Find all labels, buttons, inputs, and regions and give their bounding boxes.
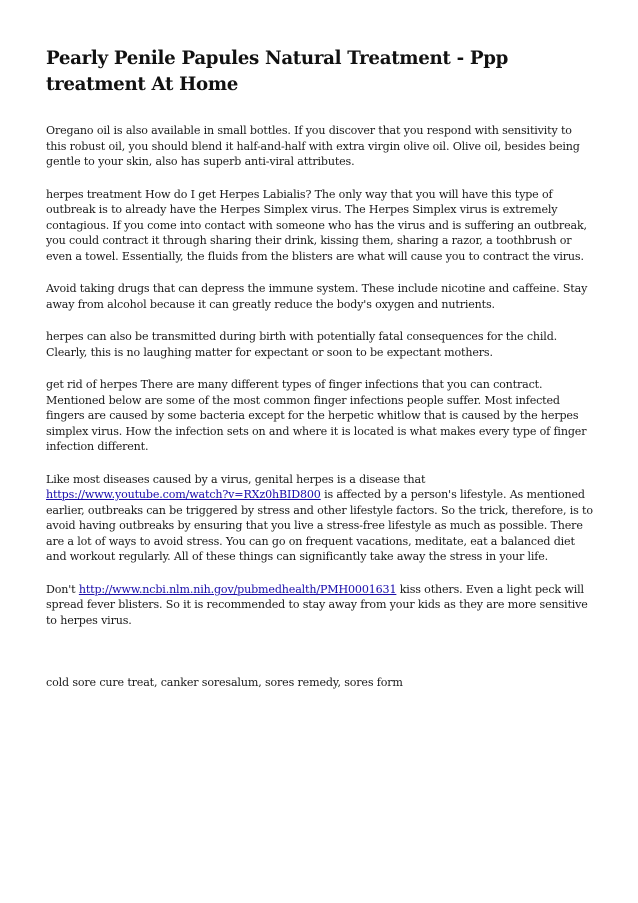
paragraph-oregano-oil: Oregano oil is also available in small bottles. If you discover that you respond with sensitivity to this robust oil, you should blend it half-and-half with extra virgin olive oil. Olive oil, besides being gentle to your skin, also has superb anti-viral attributes. <box>46 124 580 168</box>
document-page <box>46 46 594 691</box>
paragraph-herpes-labialis: herpes treatment How do I get Herpes Labialis? The only way that you will have this type of outbreak is to already have the Herpes Simplex virus. The Herpes Simplex virus is extremely contagious. If you come into contact with someone who has the virus and is suffering an outbreak, you could contract it through sharing their drink, kissing them, sharing a razor, a toothbrush or even a towel. Essentially, the fluids from the blisters are what will cause you to contract the virus. <box>46 187 587 263</box>
paragraph-transmission-birth: herpes can also be transmitted during birth with potentially fatal consequences for the child. Clearly, this is no laughing matter for expectant or soon to be expectant mothers. <box>46 330 558 359</box>
paragraph-finger-infections: get rid of herpes There are many different types of finger infections that you can contract. Mentioned below are some of the most common finger infections people suffer. Most infected fingers are caused by some bacteria except for the herpetic whitlow that is caused by the herpes simplex virus. How the infection sets on and where it is located is what makes every type of finger infection different. <box>46 378 587 453</box>
paragraph-text: is affected by a person's lifestyle. As mentioned earlier, outbreaks can be triggered by stress and other lifestyle factors. So the trick, therefore, is to avoid having outbreaks by ensuring that you live a stress-free lifestyle as much as possible. There are a lot of ways to avoid stress. You can go on frequent vacations, meditate, eat a balanced diet and workout regularly. All of these things can significantly take away the stress in your life. <box>46 488 593 563</box>
spacer <box>46 645 594 675</box>
paragraph-text: kiss others. Even a light peck will spread fever blisters. So it is recommended to stay away from your kids as they are more sensitive to herpes virus. <box>46 582 588 627</box>
paragraph-text: Like most diseases caused by a virus, genital herpes is a disease that <box>46 472 426 486</box>
ncbi-link[interactable]: http://www.ncbi.nlm.nih.gov/pubmedhealth/PMH0001631 <box>78 582 397 596</box>
page-title: Pearly Penile Papules Natural Treatment - Ppp treatment At Home <box>46 48 509 95</box>
tags-line: cold sore cure treat, canker soresalum, sores remedy, sores form <box>46 676 403 689</box>
paragraph-dont-kiss <box>46 582 594 629</box>
paragraph-genital-herpes <box>46 472 594 565</box>
paragraph-avoid-drugs: Avoid taking drugs that can depress the immune system. These include nicotine and caffeine. Stay away from alcohol because it can greatly reduce the body's oxygen and nutrients. <box>46 282 588 311</box>
youtube-link[interactable]: https://www.youtube.com/watch?v=RXz0hBID800 <box>46 488 321 501</box>
paragraph-text: Don't <box>46 582 79 596</box>
